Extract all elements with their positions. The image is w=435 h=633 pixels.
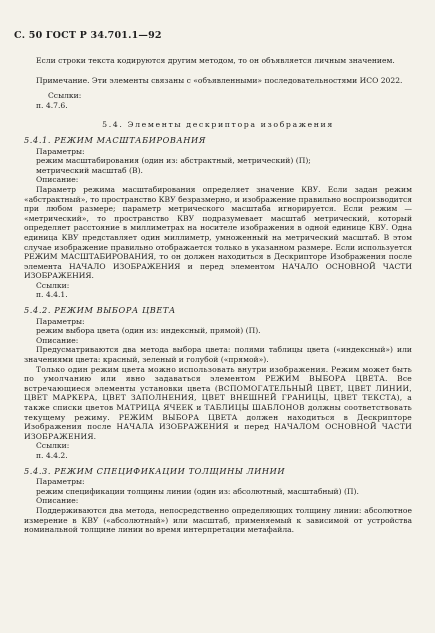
subsection-heading-5-4-1: 5.4.1. РЕЖИМ МАСШТАБИРОВАНИЯ (24, 134, 206, 145)
params-label: Параметры: (36, 146, 85, 156)
paragraph-encoding: Если строки текста кодируются другим методом, то он объявляется личным значением. (36, 56, 395, 65)
param-color-mode: режим выбора цвета (один из: индексный, прямой) (П). (36, 326, 261, 336)
description-label: Описание: (36, 175, 79, 185)
description-color-methods: Предусматриваются два метода выбора цвета: полями таблицы цвета («индексный») или значениями цвета: красный, зеленый и голубой («прямой»). (24, 345, 412, 365)
page-content (24, 56, 412, 535)
subsection-heading-5-4-3: 5.4.3. РЕЖИМ СПЕЦИФИКАЦИИ ТОЛЩИНЫ ЛИНИИ (24, 465, 286, 476)
description-label: Описание: (36, 335, 79, 345)
description-color-mode: Только один режим цвета можно использовать внутри изображения. Режим может быть по умолчанию или явно задаваться элементом РЕЖИМ ВЫБОРА ЦВЕТА. Все встречающиеся элементы установки цвета (ВСПОМОГАТЕЛЬНЫЙ ЦВЕТ, ЦВЕТ ЛИНИИ, ЦВЕТ МАРКЕРА, ЦВЕТ ЗАПОЛНЕНИЯ, ЦВЕТ ВНЕШНЕЙ ГРАНИЦЫ, ЦВЕТ ТЕКСТА), а также списки цветов МАТРИЦА ЯЧЕЕК и ТАБЛИЦЫ ШАБЛОНОВ должны соответствовать текущему режиму. РЕЖИМ ВЫБОРА ЦВЕТА должен находиться в Дескрипторе Изображения после НАЧАЛА ИЗОБРАЖЕНИЯ и перед НАЧАЛОМ ОСНОВНОЙ ЧАСТИ ИЗОБРАЖЕНИЯ. (24, 364, 412, 441)
param-metric-scale: метрический масштаб (В). (36, 165, 143, 175)
params-label: Параметры: (36, 316, 85, 326)
refs-label: Ссылки: (48, 91, 82, 101)
param-line-width-mode: режим спецификации толщины линии (один из: абсолютный, масштабный) (П). (36, 486, 359, 496)
description-label: Описание: (36, 496, 79, 506)
refs-value: п. 4.7.6. (36, 100, 68, 110)
refs-label: Ссылки: (36, 280, 70, 290)
subsection-heading-5-4-2: 5.4.2. РЕЖИМ ВЫБОРА ЦВЕТА (24, 305, 176, 316)
param-scale-mode: режим масштабирования (один из: абстрактный, метрический) (П); (36, 156, 311, 166)
section-heading-5-4: 5.4. Элементы дескриптора изображения (102, 120, 334, 130)
description-line-width: Поддерживаются два метода, непосредственно определяющих толщину линии: абсолютное измерение в КВУ («абсолютный») или масштаб, применяемый к зависимой от устройства номинальной толщине линии во время интерпретации метафайла. (24, 505, 412, 535)
params-label: Параметры: (36, 477, 85, 487)
description-scale-mode: Параметр режима масштабирования определяет значение КВУ. Если задан режим «абстрактный», то пространство КВУ безразмерно, и изображение правильно воспроизводится при любом размере; параметр метрического масштаба игнорируется. Если режим — «метрический», то пространство КВУ подразумевает масштаб метрический, который определяет расстояние в миллиметрах на носителе изображения в одной единице КВУ. Одна единица КВУ представляет один миллиметр, умноженный на метрический масштаб. В этом случае изображение правильно отображается только в указанном размере. Если используется РЕЖИМ МАСШТАБИРОВАНИЯ, то он должен находиться в Дескрипторе Изображения после элемента НАЧАЛО ИЗОБРАЖЕНИЯ и перед элементом НАЧАЛО ОСНОВНОЙ ЧАСТИ ИЗОБРАЖЕНИЯ. (24, 184, 412, 281)
page-header: С. 50 ГОСТ Р 34.701.1—92 (14, 30, 162, 41)
refs-label: Ссылки: (36, 441, 70, 451)
refs-value: п. 4.4.2. (36, 450, 68, 460)
note: Примечание. Эти элементы связаны с «объявленными» последовательностями ИСО 2022. (36, 75, 403, 85)
refs-value: п. 4.4.1. (36, 290, 68, 300)
